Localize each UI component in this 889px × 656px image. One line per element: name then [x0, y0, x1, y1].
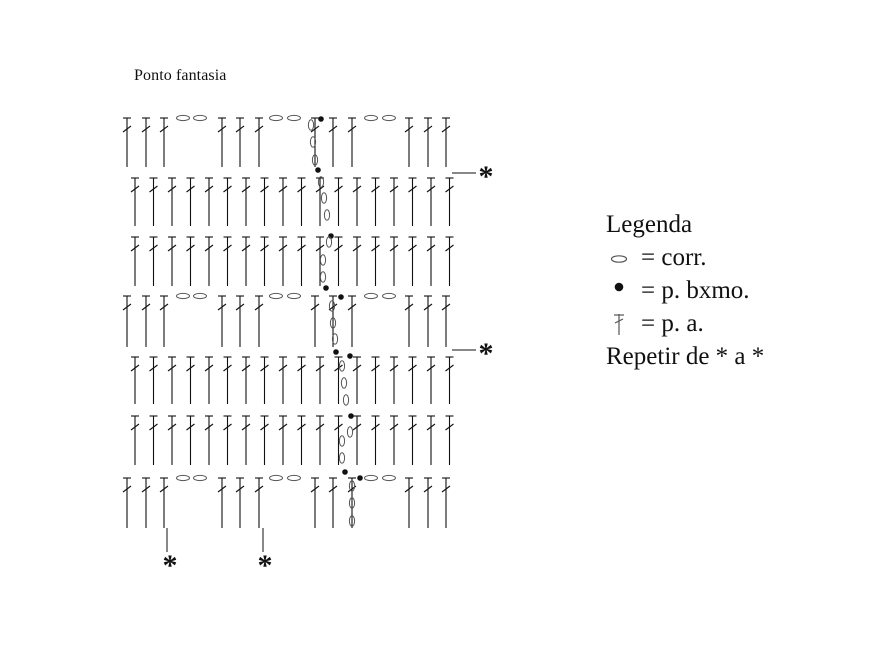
chain-stitch	[270, 293, 283, 298]
double-crochet-stitch	[205, 178, 213, 226]
double-crochet-stitch	[372, 178, 380, 226]
legend-item-slip-stitch: = p. bxmo.	[606, 274, 764, 307]
double-crochet-stitch	[160, 118, 168, 167]
double-crochet-stitch	[348, 118, 356, 167]
double-crochet-stitch	[279, 237, 287, 286]
chain-stitch	[288, 115, 301, 120]
chain-stitch	[365, 115, 378, 120]
double-crochet-stitch	[316, 416, 324, 465]
double-crochet-stitch	[353, 178, 361, 226]
double-crochet-stitch	[405, 296, 413, 347]
double-crochet-stitch	[236, 478, 244, 528]
chain-stitch	[177, 115, 190, 120]
chain-stitch	[270, 115, 283, 120]
double-crochet-stitch	[335, 416, 343, 465]
double-crochet-stitch	[279, 178, 287, 226]
double-crochet-stitch	[142, 118, 150, 167]
double-crochet-stitch	[390, 357, 398, 404]
chain-stitch	[288, 475, 301, 480]
double-crochet-stitch	[427, 416, 435, 465]
double-crochet-stitch	[329, 118, 337, 167]
double-crochet-stitch	[123, 118, 131, 167]
double-crochet-stitch	[279, 416, 287, 465]
double-crochet-stitch	[168, 237, 176, 286]
double-crochet-stitch	[446, 416, 454, 465]
double-crochet-stitch	[150, 178, 158, 226]
chain-stitch	[194, 115, 207, 120]
double-crochet-stitch	[390, 178, 398, 226]
double-crochet-stitch	[187, 178, 195, 226]
slip-stitch	[338, 294, 344, 300]
double-crochet-stitch	[205, 416, 213, 465]
double-crochet-stitch	[255, 118, 263, 167]
slip-stitch	[318, 116, 324, 122]
double-crochet-stitch	[424, 118, 432, 167]
chain-stitch	[177, 293, 190, 298]
double-crochet-stitch	[409, 416, 417, 465]
double-crochet-stitch	[409, 357, 417, 404]
double-crochet-stitch	[236, 296, 244, 347]
double-crochet-stitch	[372, 237, 380, 286]
slip-stitch	[347, 353, 353, 359]
double-crochet-stitch	[329, 478, 337, 528]
double-crochet-stitch	[279, 357, 287, 404]
double-crochet-stitch	[205, 237, 213, 286]
slip-stitch	[315, 167, 321, 173]
double-crochet-stitch	[261, 416, 269, 465]
double-crochet-stitch	[150, 237, 158, 286]
repeat-marker: *	[478, 337, 494, 370]
double-crochet-stitch	[168, 416, 176, 465]
double-crochet-stitch	[442, 118, 450, 167]
chain-stitch	[383, 115, 396, 120]
double-crochet-stitch	[446, 237, 454, 286]
double-crochet-stitch	[409, 237, 417, 286]
chain-stitch	[288, 293, 301, 298]
double-crochet-stitch	[372, 416, 380, 465]
double-crochet-stitch	[242, 237, 250, 286]
legend-item-double-crochet: = p. a.	[606, 307, 764, 340]
double-crochet-stitch	[187, 357, 195, 404]
legend-item-chain: = corr.	[606, 241, 764, 274]
double-crochet-stitch	[261, 357, 269, 404]
slip-stitch	[342, 469, 348, 475]
double-crochet-stitch	[353, 416, 361, 465]
legend-repeat-note: Repetir de * a *	[606, 343, 765, 370]
repeat-marker: *	[257, 549, 273, 582]
chain-stitch	[308, 120, 313, 130]
diagram-title: Ponto fantasia	[134, 67, 227, 84]
double-crochet-stitch	[187, 237, 195, 286]
double-crochet-stitch	[123, 296, 131, 347]
double-crochet-stitch	[372, 357, 380, 404]
double-crochet-stitch	[168, 178, 176, 226]
double-crochet-stitch	[131, 416, 139, 465]
double-crochet-stitch	[446, 178, 454, 226]
double-crochet-stitch	[242, 357, 250, 404]
double-crochet-stitch	[424, 478, 432, 528]
double-crochet-stitch	[187, 416, 195, 465]
double-crochet-stitch	[427, 237, 435, 286]
double-crochet-stitch	[442, 296, 450, 347]
chain-stitch	[177, 475, 190, 480]
chain-stitch	[383, 293, 396, 298]
double-crochet-stitch	[255, 296, 263, 347]
double-crochet-stitch	[131, 178, 139, 226]
double-crochet-stitch	[255, 478, 263, 528]
chain-stitch	[365, 475, 378, 480]
double-crochet-stitch	[160, 296, 168, 347]
chain-stitch	[341, 378, 346, 388]
slip-stitch	[323, 285, 329, 291]
chain-stitch	[343, 395, 348, 405]
double-crochet-stitch	[168, 357, 176, 404]
double-crochet-stitch	[335, 178, 343, 226]
chain-stitch	[194, 475, 207, 480]
double-crochet-stitch	[205, 357, 213, 404]
legend	[606, 208, 764, 373]
chain-stitch	[321, 193, 326, 203]
double-crochet-stitch	[311, 478, 319, 528]
double-crochet-stitch	[131, 237, 139, 286]
legend-heading: Legenda	[606, 211, 693, 238]
double-crochet-stitch	[150, 357, 158, 404]
chain-stitch	[339, 436, 344, 446]
chain-stitch	[365, 293, 378, 298]
chain-stitch	[324, 210, 329, 220]
slip-stitch	[333, 349, 339, 355]
double-crochet-stitch	[316, 357, 324, 404]
slip-stitch-dot-icon	[606, 279, 632, 303]
chain-stitch	[383, 475, 396, 480]
double-crochet-stitch	[353, 237, 361, 286]
chain-stitch	[270, 475, 283, 480]
double-crochet-stitch	[390, 237, 398, 286]
double-crochet-stitch	[298, 178, 306, 226]
chain-stitch	[320, 255, 325, 265]
double-crochet-stitch	[218, 118, 226, 167]
double-crochet-stitch	[218, 296, 226, 347]
double-crochet-stitch	[442, 478, 450, 528]
double-crochet-stitch	[224, 416, 232, 465]
repeat-marker: *	[478, 160, 494, 193]
double-crochet-stitch	[131, 357, 139, 404]
double-crochet-stitch	[142, 296, 150, 347]
double-crochet-icon	[606, 312, 632, 336]
double-crochet-stitch	[242, 178, 250, 226]
chain-stitch	[326, 237, 331, 247]
double-crochet-stitch	[142, 478, 150, 528]
double-crochet-stitch	[236, 118, 244, 167]
chain-stitch	[320, 272, 325, 282]
double-crochet-stitch	[424, 296, 432, 347]
double-crochet-stitch	[353, 357, 361, 404]
double-crochet-stitch	[298, 357, 306, 404]
repeat-marker: *	[162, 549, 178, 582]
double-crochet-stitch	[405, 478, 413, 528]
double-crochet-stitch	[261, 237, 269, 286]
double-crochet-stitch	[224, 237, 232, 286]
double-crochet-stitch	[123, 478, 131, 528]
slip-stitch	[348, 413, 354, 419]
double-crochet-stitch	[311, 296, 319, 347]
double-crochet-stitch	[446, 357, 454, 404]
double-crochet-stitch	[224, 178, 232, 226]
double-crochet-stitch	[298, 237, 306, 286]
double-crochet-stitch	[427, 178, 435, 226]
double-crochet-stitch	[242, 416, 250, 465]
double-crochet-stitch	[224, 357, 232, 404]
double-crochet-stitch	[218, 478, 226, 528]
double-crochet-stitch	[405, 118, 413, 167]
double-crochet-stitch	[348, 296, 356, 347]
double-crochet-stitch	[150, 416, 158, 465]
double-crochet-stitch	[335, 237, 343, 286]
double-crochet-stitch	[427, 357, 435, 404]
chain-stitch	[347, 427, 352, 437]
double-crochet-stitch	[261, 178, 269, 226]
double-crochet-stitch	[409, 178, 417, 226]
chain-stitch	[339, 453, 344, 463]
double-crochet-stitch	[298, 416, 306, 465]
chain-stitch	[194, 293, 207, 298]
double-crochet-stitch	[160, 478, 168, 528]
double-crochet-stitch	[390, 416, 398, 465]
slip-stitch	[357, 475, 363, 481]
chain-oval-icon	[606, 246, 632, 270]
